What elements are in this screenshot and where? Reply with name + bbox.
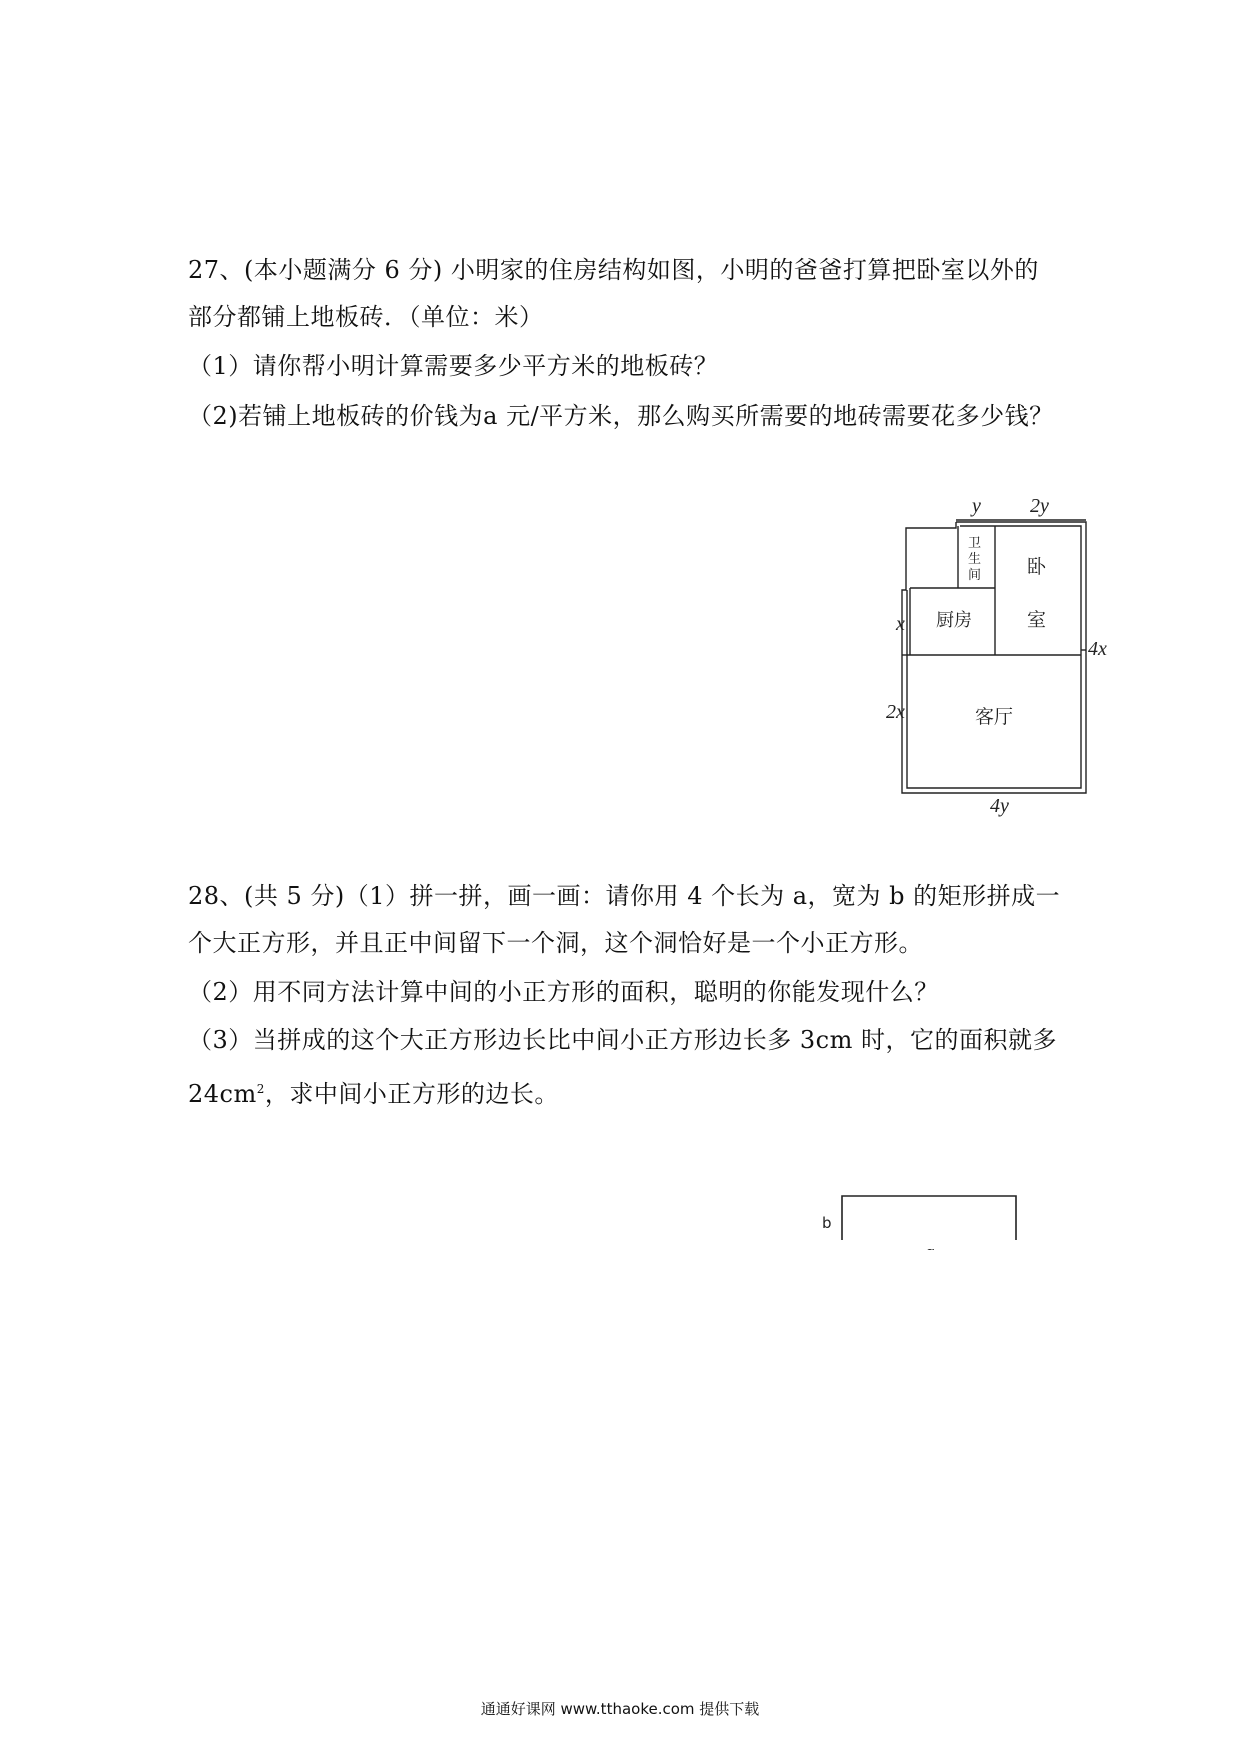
q28-line5-suffix: ，求中间小正方形的边长。 <box>264 1080 559 1108</box>
bedroom-label-2: 室 <box>1027 609 1047 631</box>
label-y-top: y <box>972 495 981 517</box>
q28-part2: （2）用不同方法计算中间的小正方形的面积，聪明的你能发现什么？ <box>188 978 939 1006</box>
floorplan-outer-outline <box>902 522 1086 793</box>
label-x-left: x <box>896 613 905 635</box>
q28-line2: 个大正方形，并且正中间留下一个洞，这个洞恰好是一个小正方形。 <box>188 929 923 957</box>
q27-line1: 27、(本小题满分 6 分) 小明家的住房结构如图，小明的爸爸打算把卧室以外的 <box>188 256 1039 284</box>
bedroom-label-1: 卧 <box>1027 556 1047 578</box>
q27-part2: （2)若铺上地板砖的价钱为a 元/平方米，那么购买所需要的地砖需要花多少钱？ <box>188 402 1054 430</box>
bathroom-label-2: 生 <box>968 552 982 567</box>
rect-figure-crop-mask <box>830 1241 1030 1249</box>
q28-line5-prefix: 24cm <box>188 1080 257 1108</box>
label-2x-left: 2x <box>886 701 905 723</box>
label-4x-right: 4x <box>1088 638 1107 660</box>
page-footer: 通通好课网 www.tthaoke.com 提供下载 <box>480 1700 760 1718</box>
q27-part1: （1）请你帮小明计算需要多少平方米的地板砖？ <box>188 352 719 380</box>
floorplan-inner-outline <box>907 526 1081 788</box>
q28-line5 <box>188 1073 559 1110</box>
rect-ab-outline <box>842 1196 1016 1240</box>
label-2y-top: 2y <box>1030 495 1049 517</box>
label-4y-bottom: 4y <box>990 795 1009 817</box>
q28-line5-sup: 2 <box>256 1082 265 1096</box>
rect-label-b: b <box>822 1214 832 1232</box>
bathroom-label-1: 卫 <box>968 536 982 551</box>
living-room-label: 客厅 <box>975 706 1014 728</box>
q28-line1: 28、(共 5 分)（1）拼一拼，画一画：请你用 4 个长为 a，宽为 b 的矩形拼成一 <box>188 882 1061 910</box>
q27-line2: 部分都铺上地板砖．（单位：米） <box>188 303 544 331</box>
kitchen-label: 厨房 <box>936 610 972 631</box>
bathroom-label-3: 间 <box>968 568 982 583</box>
q28-part3: （3）当拼成的这个大正方形边长比中间小正方形边长多 3cm 时，它的面积就多 <box>188 1026 1057 1054</box>
